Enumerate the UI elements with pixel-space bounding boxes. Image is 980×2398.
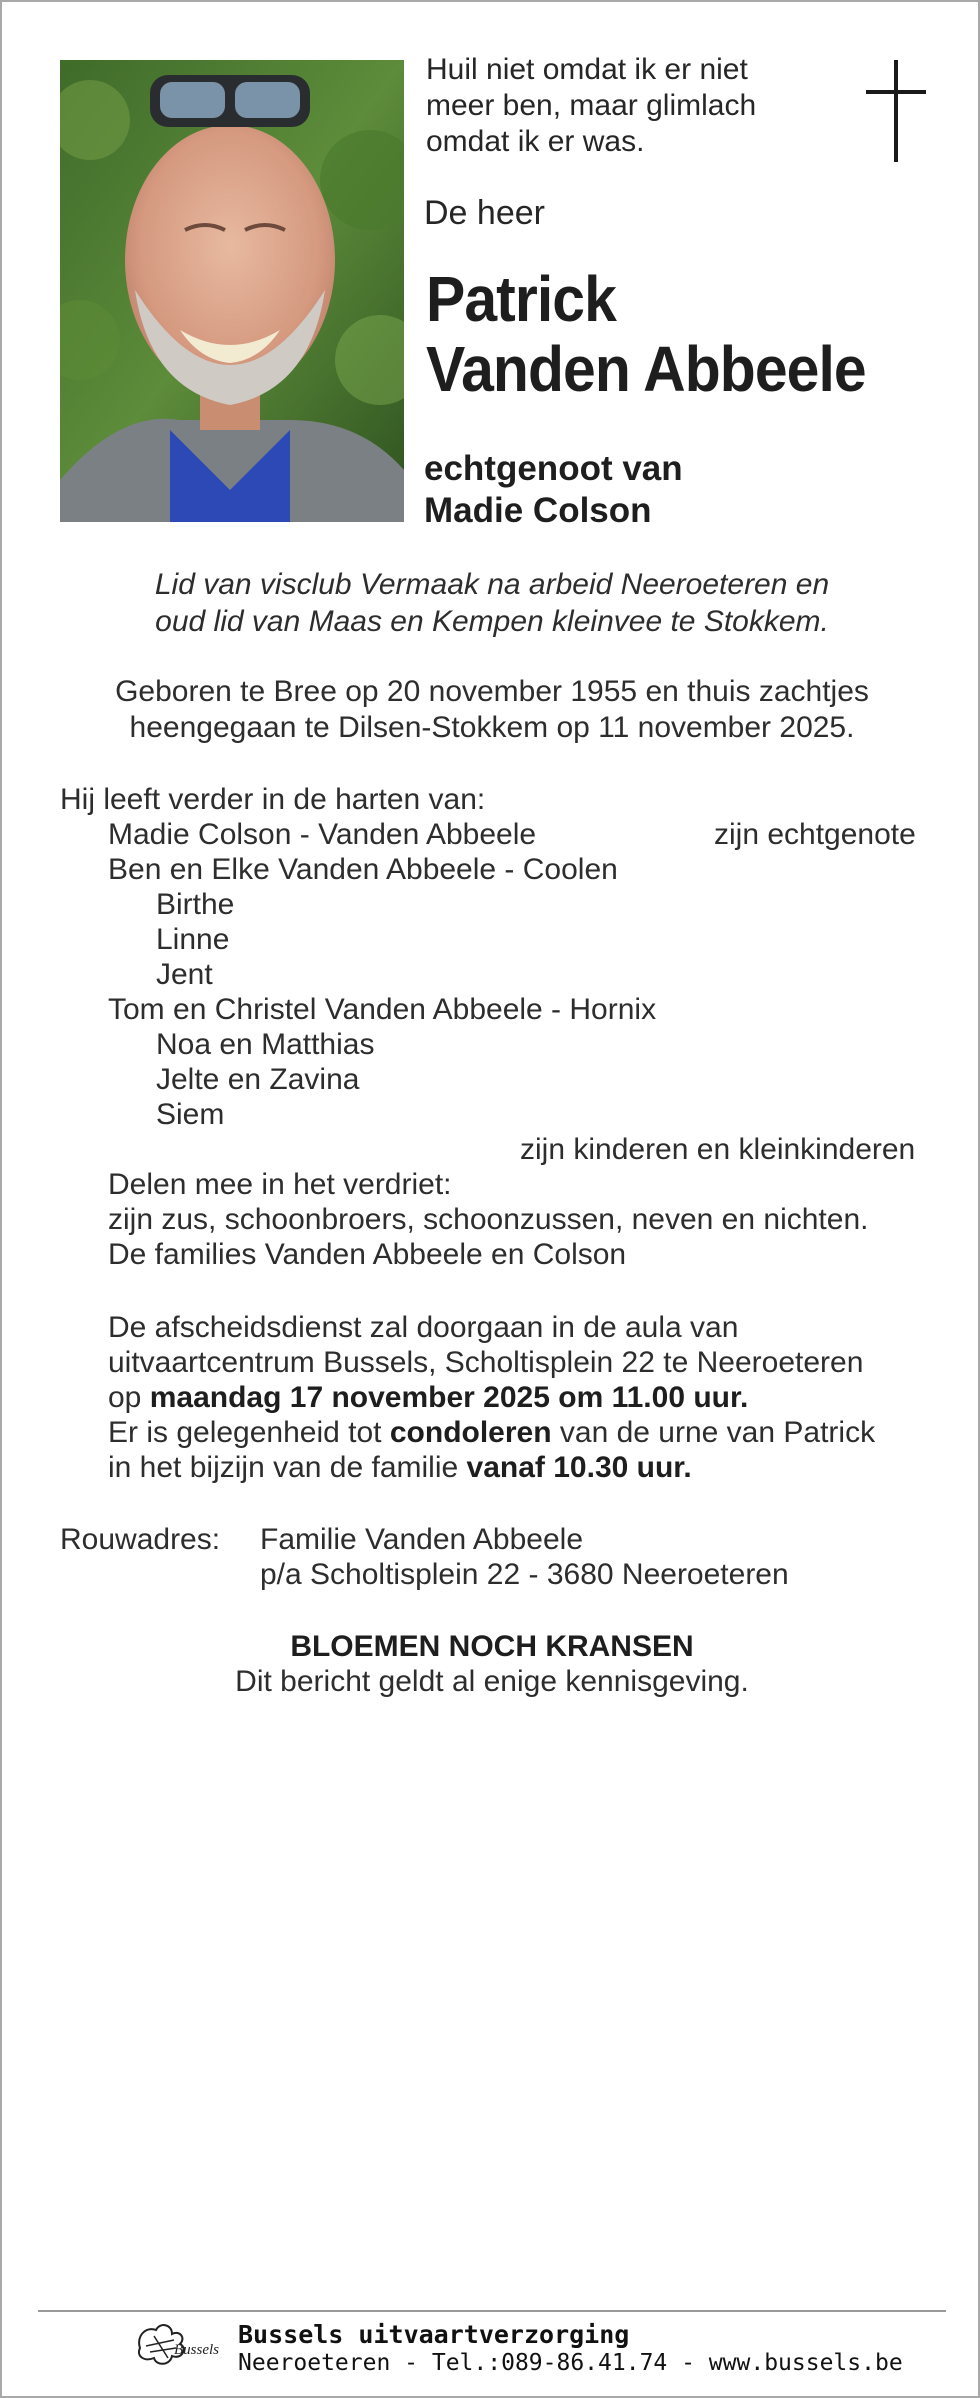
condolence-time: vanaf 10.30 uur. — [466, 1451, 692, 1484]
family-2: Tom en Christel Vanden Abbeele - Hornix — [108, 993, 657, 1026]
death-line: heengegaan te Dilsen-Stokkem op 11 november 2025. — [129, 711, 855, 744]
deceased-name — [426, 264, 866, 404]
address-line: Familie Vanden Abbeele — [260, 1523, 583, 1556]
service-date: maandag 17 november 2025 om 11.00 uur. — [149, 1381, 749, 1414]
quote-line: Huil niet omdat ik er niet — [426, 53, 748, 86]
service-line: De afscheidsdienst zal doorgaan in de aula van — [108, 1311, 739, 1344]
service-date-line: op maandag 17 november 2025 om 11.00 uur. — [108, 1381, 749, 1414]
condolence-line: Er is gelegenheid tot condoleren van de urne van Patrick — [108, 1416, 876, 1449]
survivor-spouse-role: zijn echtgenote — [714, 818, 916, 851]
family-1: Ben en Elke Vanden Abbeele - Coolen — [108, 853, 618, 886]
funeral-home-contact: Neeroeteren - Tel.:089-86.41.74 - www.bussels.be — [238, 2350, 903, 2376]
quote-line: omdat ik er was. — [426, 125, 645, 158]
grandchild: Noa en Matthias — [156, 1028, 375, 1061]
address-label: Rouwadres: — [60, 1523, 221, 1556]
survivor-spouse: Madie Colson - Vanden Abbeele — [108, 818, 537, 851]
sharing-line: De families Vanden Abbeele en Colson — [108, 1238, 627, 1271]
quote-line: meer ben, maar glimlach — [426, 89, 757, 122]
notice-text: Dit bericht geldt al enige kennisgeving. — [235, 1665, 749, 1698]
birth-line: Geboren te Bree op 20 november 1955 en thuis zachtjes — [115, 675, 869, 708]
survivors-intro: Hij leeft verder in de harten van: — [60, 783, 486, 816]
grandchild: Jelte en Zavina — [156, 1063, 360, 1096]
footer-divider — [38, 2310, 946, 2312]
birth-death — [2, 674, 980, 746]
club-line: Lid van visclub Vermaak na arbeid Neeroeteren en — [154, 568, 830, 601]
grandchild: Jent — [156, 958, 213, 991]
club-line: oud lid van Maas en Kempen kleinvee te Stokkem. — [155, 605, 829, 638]
first-name: Patrick — [426, 263, 616, 335]
bussels-logo — [132, 2318, 224, 2372]
grandchild: Birthe — [156, 888, 235, 921]
address-line: p/a Scholtisplein 22 - 3680 Neeroeteren — [260, 1558, 789, 1591]
grandchild: Linne — [156, 923, 230, 956]
spouse-name: Madie Colson — [424, 491, 652, 530]
quote — [426, 52, 756, 160]
cross-icon — [866, 60, 926, 162]
flowers-notice: BLOEMEN NOCH KRANSEN — [290, 1630, 694, 1663]
spouse-relation: echtgenoot van — [424, 449, 683, 488]
sharing-line: zijn zus, schoonbroers, schoonzussen, neven en nichten. — [108, 1203, 869, 1236]
funeral-home-name: Bussels uitvaartverzorging — [238, 2320, 630, 2349]
logo-text: Bussels — [174, 2342, 219, 2358]
children-role: zijn kinderen en kleinkinderen — [520, 1133, 916, 1166]
title-prefix: De heer — [424, 194, 545, 232]
spouse-block — [424, 448, 683, 532]
portrait-photo — [60, 60, 404, 522]
grandchild: Siem — [156, 1098, 225, 1131]
last-name: Vanden Abbeele — [426, 333, 866, 405]
service-line: uitvaartcentrum Bussels, Scholtisplein 22 te Neeroeteren — [108, 1346, 864, 1379]
sharing-intro: Delen mee in het verdriet: — [108, 1168, 452, 1201]
club-memberships — [2, 566, 980, 640]
condolence-time-line: in het bijzijn van de familie vanaf 10.30 uur. — [108, 1451, 692, 1484]
